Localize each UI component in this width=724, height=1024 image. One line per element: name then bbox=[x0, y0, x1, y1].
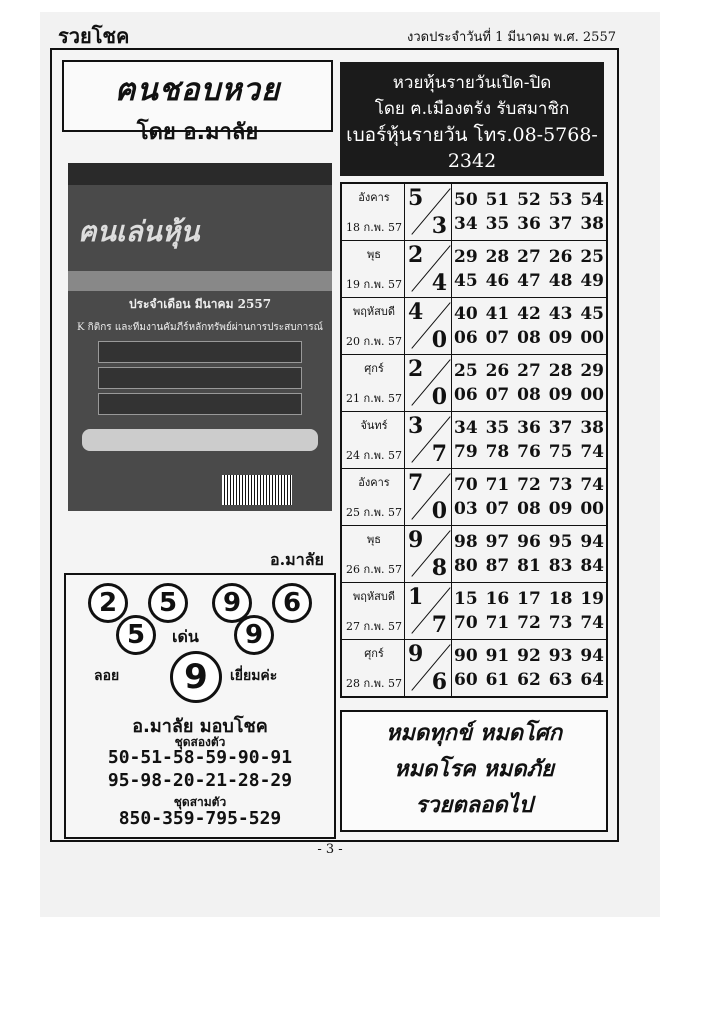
number-line bbox=[454, 361, 604, 381]
number-cell: 36 bbox=[517, 418, 541, 438]
number-cell: 97 bbox=[485, 532, 510, 552]
number-cell: 71 bbox=[485, 613, 510, 633]
row-day: พุธ bbox=[367, 533, 381, 546]
number-cell: 75 bbox=[548, 442, 573, 462]
number-line bbox=[454, 214, 604, 234]
number-cell: 08 bbox=[517, 385, 541, 405]
publication-name: รวยโชค bbox=[58, 24, 130, 48]
number-circle: 5 bbox=[116, 615, 156, 655]
number-cell: 87 bbox=[485, 556, 510, 576]
digit-bottom: 7 bbox=[431, 612, 447, 638]
slogan-line-3: รวยตลอดไป bbox=[415, 793, 533, 818]
number-cell: 07 bbox=[485, 499, 510, 519]
cover-logo: ฅนเล่นหุ้น bbox=[78, 215, 200, 248]
digit-top: 7 bbox=[408, 470, 424, 496]
number-cell: 74 bbox=[580, 475, 604, 495]
number-cell: 47 bbox=[517, 271, 541, 291]
digit-pair-cell bbox=[404, 526, 452, 582]
number-cell: 61 bbox=[485, 670, 510, 690]
cover-row bbox=[98, 367, 302, 389]
row-day: ศุกร์ bbox=[364, 647, 384, 660]
digit-top: 3 bbox=[408, 413, 424, 439]
two-digit-set-1: 50-51-58-59-90-91 bbox=[107, 747, 293, 768]
number-cell: 07 bbox=[485, 328, 510, 348]
number-cell: 17 bbox=[517, 589, 541, 609]
number-circle: 9 bbox=[212, 583, 252, 623]
row-date: 28 ก.พ. 57 bbox=[346, 677, 402, 690]
number-cell: 26 bbox=[548, 247, 573, 267]
number-line bbox=[454, 556, 604, 576]
number-cell: 51 bbox=[485, 190, 510, 210]
table-row bbox=[342, 583, 606, 640]
number-cell: 08 bbox=[517, 499, 541, 519]
number-cell: 76 bbox=[517, 442, 541, 462]
number-cell: 00 bbox=[580, 499, 604, 519]
number-cell: 15 bbox=[454, 589, 478, 609]
number-cell: 70 bbox=[454, 475, 478, 495]
digit-bottom: 0 bbox=[431, 327, 447, 353]
number-cell: 72 bbox=[517, 613, 541, 633]
digit-top: 1 bbox=[408, 584, 424, 610]
number-cell: 74 bbox=[580, 613, 604, 633]
row-date: 24 ก.พ. 57 bbox=[346, 449, 402, 462]
number-cell: 25 bbox=[580, 247, 604, 267]
cover-k-line: K กิติกร และทีมงานคัมภีร์หลักทรัพย์ผ่านการประสบการณ์ bbox=[77, 322, 323, 333]
number-circle: 2 bbox=[88, 583, 128, 623]
number-cell: 96 bbox=[517, 532, 541, 552]
issue-date: งวดประจำวันที่ 1 มีนาคม พ.ศ. 2557 bbox=[407, 30, 616, 45]
number-cell: 00 bbox=[580, 385, 604, 405]
number-cell: 93 bbox=[548, 646, 573, 666]
number-line bbox=[454, 613, 604, 633]
digit-top: 2 bbox=[408, 242, 424, 268]
number-line bbox=[454, 304, 604, 324]
digit-top: 9 bbox=[408, 641, 424, 667]
number-circle: 6 bbox=[272, 583, 312, 623]
row-day: อังคาร bbox=[358, 476, 390, 489]
number-cell: 46 bbox=[485, 271, 510, 291]
featured-label: เด่น bbox=[172, 627, 199, 646]
number-line bbox=[454, 670, 604, 690]
number-cell: 06 bbox=[454, 385, 478, 405]
table-row bbox=[342, 184, 606, 241]
digit-top: 5 bbox=[408, 185, 424, 211]
number-cell: 92 bbox=[517, 646, 541, 666]
row-day: จันทร์ bbox=[360, 419, 388, 432]
slogan-box bbox=[340, 710, 608, 832]
two-digit-label: ชุดสองตัว bbox=[174, 735, 226, 749]
number-cell: 06 bbox=[454, 328, 478, 348]
number-cell: 95 bbox=[548, 532, 573, 552]
number-cell: 00 bbox=[580, 328, 604, 348]
row-date: 20 ก.พ. 57 bbox=[346, 335, 402, 348]
number-cell: 35 bbox=[485, 214, 510, 234]
digit-bottom: 0 bbox=[431, 498, 447, 524]
banner-phone: เบอร์หุ้นรายวัน โทร.08-5768-2342 bbox=[346, 124, 598, 172]
number-cell: 74 bbox=[580, 442, 604, 462]
number-cell: 27 bbox=[517, 361, 541, 381]
number-cell: 79 bbox=[454, 442, 478, 462]
excellent-label: เยี่ยมค่ะ bbox=[230, 668, 278, 684]
big-number-circle: 9 bbox=[170, 651, 222, 703]
number-cell: 94 bbox=[580, 532, 604, 552]
two-digit-set-2: 95-98-20-21-28-29 bbox=[107, 770, 293, 791]
row-day: ศุกร์ bbox=[364, 362, 384, 375]
digit-bottom: 8 bbox=[431, 555, 447, 581]
number-line bbox=[454, 589, 604, 609]
floating-label: ลอย bbox=[94, 668, 120, 684]
stock-lottery-banner bbox=[340, 62, 604, 176]
magazine-cover-image bbox=[68, 163, 332, 511]
number-cell: 41 bbox=[485, 304, 510, 324]
number-cell: 80 bbox=[454, 556, 478, 576]
row-date: 27 ก.พ. 57 bbox=[346, 620, 402, 633]
number-cell: 09 bbox=[548, 328, 573, 348]
number-cell: 62 bbox=[517, 670, 541, 690]
number-cell: 18 bbox=[548, 589, 573, 609]
digit-pair-cell bbox=[404, 241, 452, 297]
number-cell: 45 bbox=[454, 271, 478, 291]
row-day: พฤหัสบดี bbox=[352, 305, 395, 318]
number-line bbox=[454, 475, 604, 495]
number-line bbox=[454, 328, 604, 348]
number-cell: 71 bbox=[485, 475, 510, 495]
number-cell: 37 bbox=[548, 418, 573, 438]
number-cell: 34 bbox=[454, 214, 478, 234]
column-title-box bbox=[62, 60, 333, 145]
row-day: อังคาร bbox=[358, 191, 390, 204]
digit-pair-cell bbox=[404, 355, 452, 411]
row-date: 19 ก.พ. 57 bbox=[346, 278, 402, 291]
row-day: พฤหัสบดี bbox=[352, 590, 395, 603]
column-author: โดย อ.มาลัย bbox=[136, 120, 259, 145]
row-date: 26 ก.พ. 57 bbox=[346, 563, 402, 576]
barcode-icon bbox=[222, 475, 292, 505]
banner-line-2: โดย ฅ.เมืองตรัง รับสมาชิก bbox=[374, 99, 570, 119]
number-cell: 42 bbox=[517, 304, 541, 324]
number-cell: 26 bbox=[485, 361, 510, 381]
malai-gives-luck: อ.มาลัย มอบโชค bbox=[132, 716, 268, 737]
row-date: 21 ก.พ. 57 bbox=[346, 392, 402, 405]
number-cell: 40 bbox=[454, 304, 478, 324]
number-line bbox=[454, 442, 604, 462]
digit-bottom: 7 bbox=[431, 441, 447, 467]
number-cell: 78 bbox=[485, 442, 510, 462]
number-cell: 60 bbox=[454, 670, 478, 690]
number-cell: 91 bbox=[485, 646, 510, 666]
digit-pair-cell bbox=[404, 412, 452, 468]
number-cell: 25 bbox=[454, 361, 478, 381]
number-cell: 90 bbox=[454, 646, 478, 666]
number-cell: 81 bbox=[517, 556, 541, 576]
row-day: พุธ bbox=[367, 248, 381, 261]
cover-month: ประจำเดือน มีนาคม 2557 bbox=[128, 297, 272, 311]
digit-pair-cell bbox=[404, 469, 452, 525]
author-label: อ.มาลัย bbox=[270, 550, 324, 569]
number-cell: 84 bbox=[580, 556, 604, 576]
number-circle: 9 bbox=[234, 615, 274, 655]
number-cell: 49 bbox=[580, 271, 604, 291]
slogan-line-1: หมดทุกข์ หมดโศก bbox=[385, 721, 563, 746]
number-cell: 28 bbox=[485, 247, 510, 267]
number-cell: 29 bbox=[454, 247, 478, 267]
number-cell: 38 bbox=[580, 214, 604, 234]
number-line bbox=[454, 418, 604, 438]
number-line bbox=[454, 499, 604, 519]
three-digit-set: 850-359-795-529 bbox=[118, 808, 282, 829]
cover-band bbox=[68, 271, 332, 291]
row-date: 25 ก.พ. 57 bbox=[346, 506, 402, 519]
number-cell: 29 bbox=[580, 361, 604, 381]
table-row bbox=[342, 640, 606, 696]
number-circle: 5 bbox=[148, 583, 188, 623]
row-date: 18 ก.พ. 57 bbox=[346, 221, 402, 234]
digit-top: 2 bbox=[408, 356, 424, 382]
number-cell: 45 bbox=[580, 304, 604, 324]
number-cell: 16 bbox=[485, 589, 510, 609]
number-cell: 52 bbox=[517, 190, 541, 210]
cover-promo bbox=[82, 429, 318, 451]
number-line bbox=[454, 646, 604, 666]
lucky-numbers-box bbox=[64, 573, 336, 839]
digit-bottom: 0 bbox=[431, 384, 447, 410]
number-cell: 64 bbox=[580, 670, 604, 690]
number-cell: 08 bbox=[517, 328, 541, 348]
number-line bbox=[454, 532, 604, 552]
number-cell: 34 bbox=[454, 418, 478, 438]
number-cell: 27 bbox=[517, 247, 541, 267]
number-cell: 35 bbox=[485, 418, 510, 438]
table-row bbox=[342, 526, 606, 583]
cover-row bbox=[98, 341, 302, 363]
number-cell: 03 bbox=[454, 499, 478, 519]
number-line bbox=[454, 385, 604, 405]
digit-pair-cell bbox=[404, 583, 452, 639]
slogan-line-2: หมดโรค หมดภัย bbox=[394, 757, 554, 782]
number-cell: 36 bbox=[517, 214, 541, 234]
daily-results-table bbox=[340, 182, 608, 698]
digit-bottom: 4 bbox=[431, 270, 447, 296]
number-cell: 09 bbox=[548, 499, 573, 519]
three-digit-label: ชุดสามตัว bbox=[173, 795, 227, 809]
number-cell: 54 bbox=[580, 190, 604, 210]
number-cell: 19 bbox=[580, 589, 604, 609]
digit-top: 4 bbox=[408, 299, 424, 325]
table-row bbox=[342, 412, 606, 469]
digit-bottom: 3 bbox=[431, 213, 447, 239]
table-row bbox=[342, 469, 606, 526]
number-cell: 53 bbox=[548, 190, 573, 210]
number-cell: 38 bbox=[580, 418, 604, 438]
column-title: ฅนชอบหวย bbox=[114, 72, 281, 108]
table-row bbox=[342, 355, 606, 412]
number-cell: 83 bbox=[548, 556, 573, 576]
number-cell: 07 bbox=[485, 385, 510, 405]
number-cell: 28 bbox=[548, 361, 573, 381]
number-cell: 72 bbox=[517, 475, 541, 495]
cover-top-strip bbox=[68, 163, 332, 185]
number-cell: 94 bbox=[580, 646, 604, 666]
digit-bottom: 6 bbox=[431, 669, 447, 695]
table-row bbox=[342, 298, 606, 355]
page-number: - 3 - bbox=[317, 842, 343, 857]
number-cell: 73 bbox=[548, 613, 573, 633]
number-cell: 63 bbox=[548, 670, 573, 690]
digit-pair-cell bbox=[404, 640, 452, 696]
number-line bbox=[454, 190, 604, 210]
number-cell: 73 bbox=[548, 475, 573, 495]
digit-top: 9 bbox=[408, 527, 424, 553]
number-cell: 43 bbox=[548, 304, 573, 324]
number-cell: 98 bbox=[454, 532, 478, 552]
cover-row bbox=[98, 393, 302, 415]
digit-pair-cell bbox=[404, 184, 452, 240]
table-row bbox=[342, 241, 606, 298]
number-cell: 48 bbox=[548, 271, 573, 291]
banner-line-1: หวยหุ้นรายวันเปิด-ปิด bbox=[392, 73, 552, 93]
number-cell: 37 bbox=[548, 214, 573, 234]
number-line bbox=[454, 247, 604, 267]
number-cell: 50 bbox=[454, 190, 478, 210]
number-cell: 70 bbox=[454, 613, 478, 633]
number-cell: 09 bbox=[548, 385, 573, 405]
digit-pair-cell bbox=[404, 298, 452, 354]
number-line bbox=[454, 271, 604, 291]
